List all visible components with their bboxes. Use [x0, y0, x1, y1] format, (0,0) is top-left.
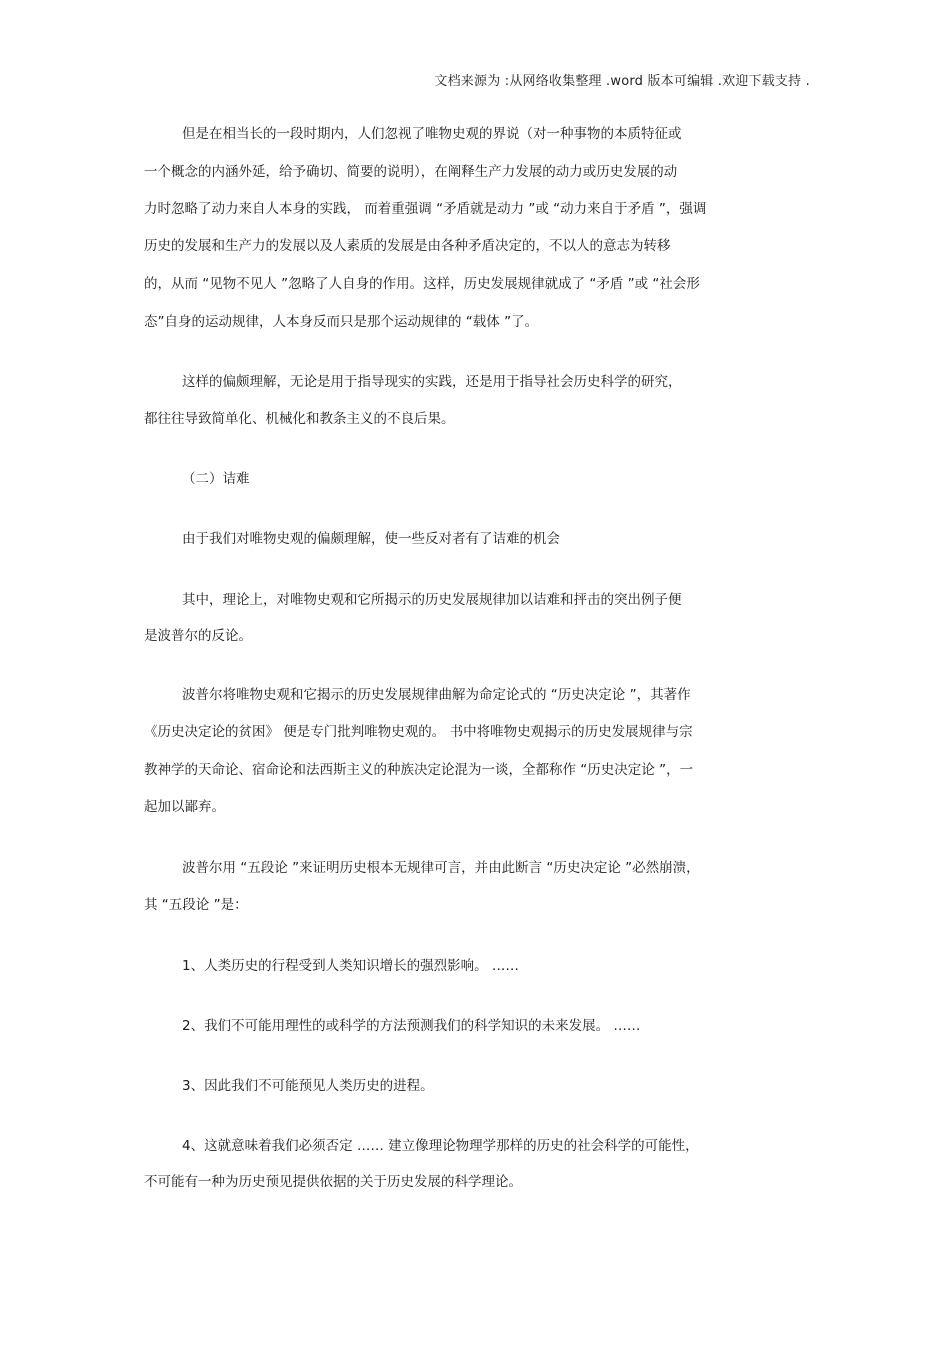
- paragraph-line: 由于我们对唯物史观的偏颇理解，使一些反对者有了诘难的机会: [182, 531, 560, 547]
- list-item: 4、这就意味着我们必须否定 …… 建立像理论物理学那样的历史的社会科学的可能性，: [182, 1138, 699, 1154]
- page-header: 文档来源为 :从网络收集整理 .word 版本可编辑 .欢迎下载支持 .: [434, 74, 810, 89]
- paragraph-line: 是波普尔的反论。: [144, 628, 252, 644]
- paragraph-line: 教神学的天命论、宿命论和法西斯主义的种族决定论混为一谈，全都称作 “历史决定论 ”，一: [144, 762, 694, 778]
- paragraph-line: 其中，理论上，对唯物史观和它所揭示的历史发展规律加以诘难和抨击的突出例子便: [182, 592, 682, 608]
- paragraph-line: 《历史决定论的贫困》 便是专门批判唯物史观的。 书中将唯物史观揭示的历史发展规律与宗: [144, 724, 693, 740]
- paragraph-line: 的，从而 “见物不见人 ”忽略了人自身的作用。这样，历史发展规律就成了 “矛盾 ”或 “社会形: [144, 276, 700, 292]
- paragraph-line: 都往往导致简单化、机械化和教条主义的不良后果。: [144, 411, 455, 427]
- paragraph-line: 态”自身的运动规律，人本身反而只是那个运动规律的 “载体 ”了。: [144, 314, 539, 330]
- paragraph-line: 这样的偏颇理解，无论是用于指导现实的实践，还是用于指导社会历史科学的研究，: [182, 374, 682, 390]
- paragraph-line: 一个概念的内涵外延，给予确切、简要的说明），在阐释生产力发展的动力或历史发展的动: [144, 164, 678, 180]
- paragraph-line: 力时忽略了动力来自人本身的实践， 而着重强调 “矛盾就是动力 ”或 “动力来自于矛盾 ”，强调: [144, 201, 707, 217]
- paragraph-line: 波普尔将唯物史观和它揭示的历史发展规律曲解为命定论式的 “历史决定论 ”，其著作: [182, 687, 691, 703]
- paragraph-line: 不可能有一种为历史预见提供依据的关于历史发展的科学理论。: [144, 1174, 522, 1190]
- list-item: 1、人类历史的行程受到人类知识增长的强烈影响。 ……: [182, 958, 519, 974]
- paragraph-line: 起加以鄙弃。: [144, 799, 225, 815]
- paragraph-line: 历史的发展和生产力的发展以及人素质的发展是由各种矛盾决定的，不以人的意志为转移: [144, 238, 671, 254]
- list-item: 2、我们不可能用理性的或科学的方法预测我们的科学知识的未来发展。 ……: [182, 1018, 641, 1034]
- paragraph-line: 波普尔用 “五段论 ”来证明历史根本无规律可言，并由此断言 “历史决定论 ”必然崩溃，: [182, 860, 700, 876]
- paragraph-line: 其 “五段论 ”是：: [144, 897, 248, 913]
- section-heading: （二）诘难: [182, 471, 250, 487]
- paragraph-line: 但是在相当长的一段时期内，人们忽视了唯物史观的界说（对一种事物的本质特征或: [182, 126, 682, 142]
- list-item: 3、因此我们不可能预见人类历史的进程。: [182, 1078, 434, 1094]
